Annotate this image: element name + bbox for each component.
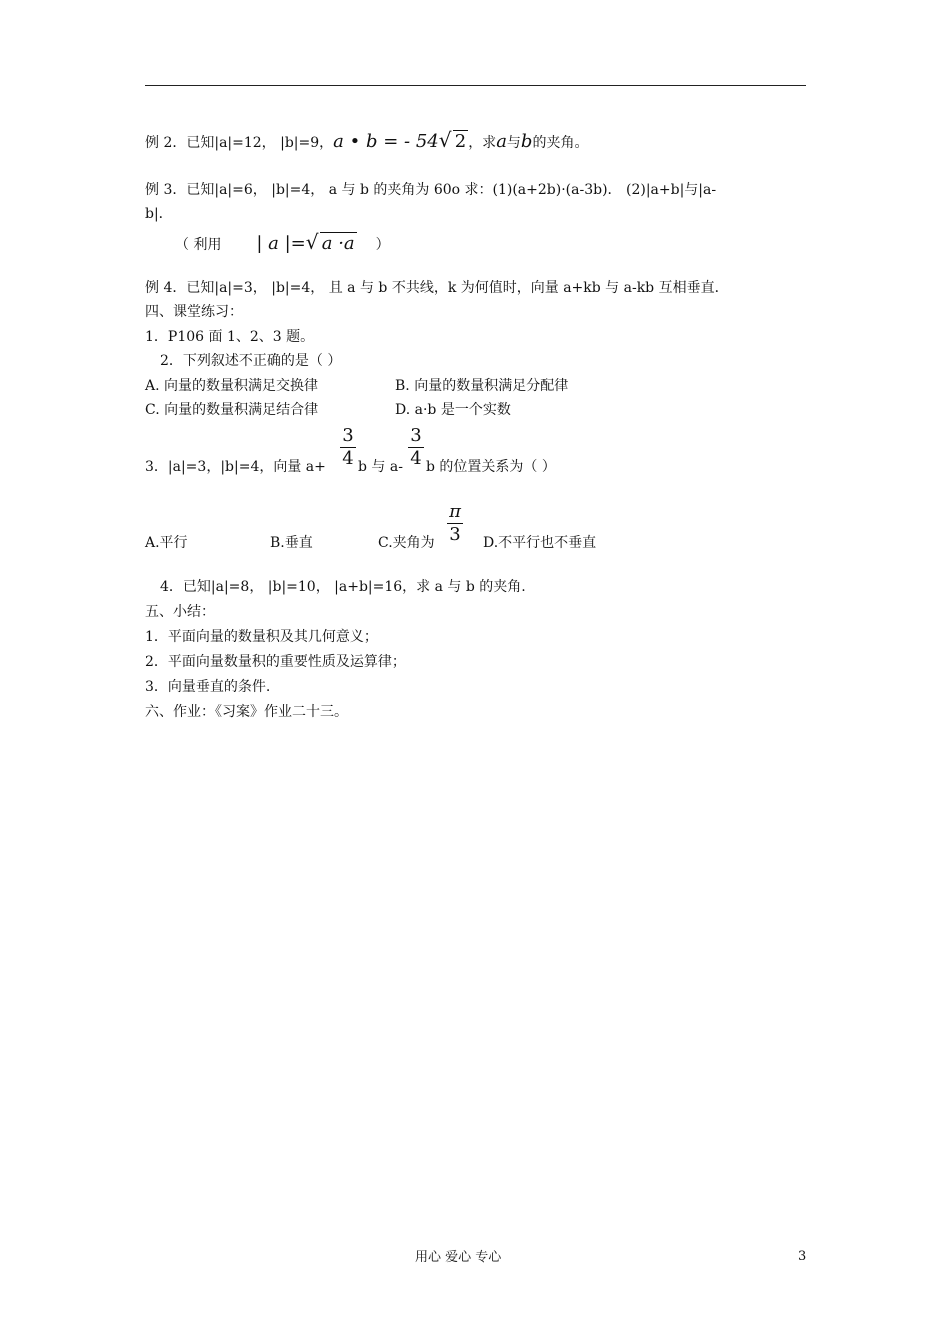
- practice-3-part1: 3．|a|=3，|b|=4，向量 a+: [145, 459, 326, 475]
- ex2-a: a: [496, 131, 507, 152]
- footer-text: 用心 爱心 专心: [415, 1250, 502, 1265]
- example-2: [145, 128, 589, 153]
- summary-1: 1．平面向量的数量积及其几何意义；: [145, 629, 378, 645]
- practice-3-fraction-2: 3 4: [408, 426, 424, 469]
- practice-3-part2: b 与 a-: [358, 459, 403, 475]
- practice-3-option-a: A.平行: [145, 535, 188, 551]
- example-3-hint: [175, 230, 390, 255]
- section-5-heading: 五、小结：: [145, 604, 215, 620]
- practice-2-option-d: D. a·b 是一个实数: [395, 402, 511, 418]
- hint-close: ）: [375, 237, 390, 253]
- practice-2-option-b: B. 向量的数量积满足分配律: [395, 378, 569, 394]
- ex2-prefix: 例 2．已知|a|=12， |b|=9，: [145, 135, 334, 151]
- practice-4: 4．已知|a|=8， |b|=10， |a+b|=16，求 a 与 b 的夹角.: [160, 579, 526, 595]
- ex2-formula: a • b = - 54: [333, 131, 439, 152]
- ex2-suffix: 的夹角。: [532, 135, 589, 151]
- ex2-mid: ，求: [468, 135, 497, 151]
- example-4: 例 4．已知|a|=3， |b|=4， 且 a 与 b 不共线，k 为何值时，向量 a+kb 与 a-kb 互相垂直．: [145, 280, 729, 296]
- practice-1: 1．P106 面 1、2、3 题。: [145, 329, 315, 345]
- ex2-and: 与: [506, 135, 521, 151]
- summary-3: 3．向量垂直的条件.: [145, 679, 271, 695]
- practice-2-option-a: A. 向量的数量积满足交换律: [145, 378, 319, 394]
- ex2-b: b: [520, 131, 533, 152]
- example-3-line2: b|．: [145, 206, 173, 222]
- section-4-heading: 四、课堂练习：: [145, 304, 243, 320]
- header-rule: [145, 85, 806, 86]
- ex2-sqrt: √ 2: [438, 128, 467, 152]
- summary-2: 2．平面向量数量积的重要性质及运算律；: [145, 654, 406, 670]
- practice-3-option-c: C.夹角为: [378, 535, 435, 551]
- example-3-line1: 例 3．已知|a|=6， |b|=4， a 与 b 的夹角为 60o 求：(1)(a+2b)·(a-3b)． (2)|a+b|与|a-: [145, 182, 717, 198]
- practice-3-option-d: D.不平行也不垂直: [483, 535, 597, 551]
- hint-sqrt: √ a ·a: [305, 230, 355, 254]
- section-6-homework: 六、作业：《习案》作业二十三。: [145, 704, 348, 720]
- practice-2-option-c: C. 向量的数量积满足结合律: [145, 402, 319, 418]
- hint-open: （ 利用: [175, 237, 222, 253]
- hint-lhs: | a |=: [256, 233, 306, 254]
- practice-3-part3: b 的位置关系为（ ）: [426, 459, 556, 475]
- page-number: 3: [798, 1249, 807, 1264]
- practice-3-pi-fraction: π 3: [447, 502, 463, 545]
- practice-3-fraction-1: 3 4: [340, 426, 356, 469]
- practice-2-question: 2．下列叙述不正确的是（ ）: [160, 353, 342, 369]
- practice-3-option-b: B.垂直: [270, 535, 313, 551]
